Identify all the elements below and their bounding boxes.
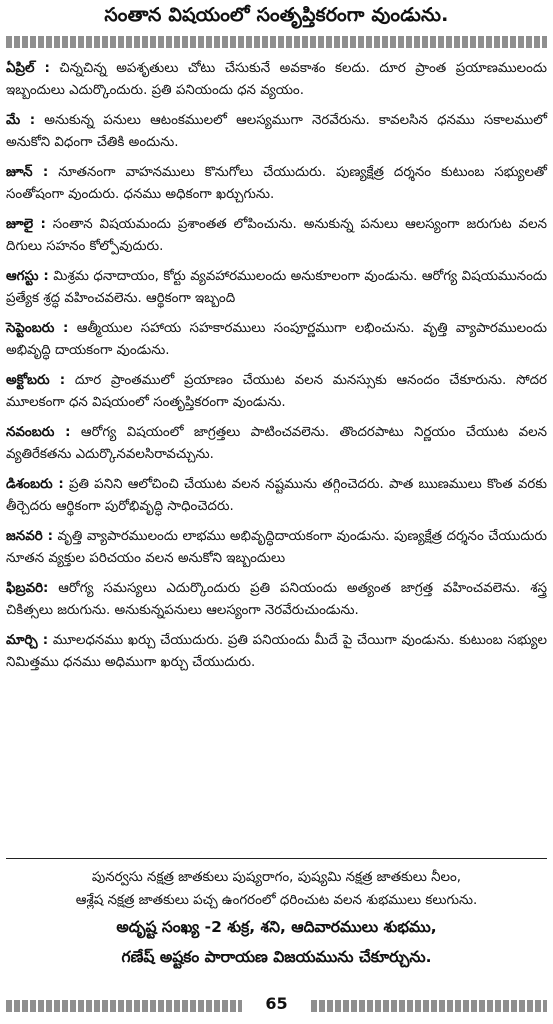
month-prediction-text: వృత్తి వ్యాపారములందు లాభము అభివృద్ధిదాయకంగా వుండును. పుణ్యక్షేత్ర దర్శనం చేయుదురు నూతన వ్యక్తుల పరిచయం వలన అనుకోని ఇబ్బందులు [6, 529, 547, 566]
month-prediction-text: ఆత్మీయుల సహాయ సహకారములు సంపూర్ణముగా లభించును. వృత్తి వ్యాపారములందు అభివృద్ధి దాయకంగా వుండును. [6, 321, 547, 358]
footer-ganesh-ashtakam: గణేష్ అష్టకం పారాయణ విజయమును చేకూర్చును. [121, 948, 432, 966]
monthly-predictions [6, 58, 547, 682]
month-label: జూన్ : [6, 165, 49, 180]
page-number: 65 [265, 994, 288, 1013]
page-title: సంతాన విషయంలో సంతృప్తికరంగా వుండును. [104, 4, 449, 26]
footer-line-2: ఆశ్లేష నక్షత్ర జాతకులు పచ్చ ఉంగరంలో ధరించుట వలన శుభములు కలుగును. [75, 893, 478, 908]
footer-line-1: పునర్వసు నక్షత్ర జాతకులు పుష్యరాగం, పుష్యమి నక్షత్ర జాతకులు నీలం, [91, 870, 462, 885]
month-label: డిశంబరు : [6, 477, 64, 492]
month-entry [6, 578, 547, 622]
month-prediction-text: ఆరోగ్య విషయంలో జాగ్రత్తలు పాటించవలెను. తొందరపాటు నిర్ణయం చేయుట వలన వ్యతిరేకతను ఎదుర్కొనవలసిరావచ్చును. [6, 425, 547, 462]
month-entry [6, 318, 547, 362]
month-label: ఆగస్టు : [6, 269, 49, 284]
month-prediction-text: దూర ప్రాంతములో ప్రయాణం చేయుట వలన మనస్సుకు ఆనందం చేకూరును. సోదర మూలకంగా ధన విషయంలో సంతృప్తికరంగా వుండును. [6, 373, 547, 410]
month-entry [6, 474, 547, 518]
footer-notes [6, 866, 547, 972]
month-prediction-text: సంతాన విషయమందు ప్రశాంతత లోపించును. అనుకున్న పనులు ఆలస్యంగా జరుగుట వలన దిగులు సహనం కోల్పోవుదురు. [6, 217, 547, 254]
month-entry [6, 630, 547, 674]
month-label: ఏప్రిల్ : [6, 61, 50, 76]
month-label: జనవరి : [6, 529, 53, 544]
section-divider [6, 858, 547, 859]
month-prediction-text: మూలధనము ఖర్చు చేయుదురు. ప్రతి పనియందు మీదే పై చేయిగా వుండును. కుటుంబ సభ్యుల నిమిత్తము ధనము అధిముగా ఖర్చు చేయుదురు. [6, 633, 547, 670]
month-prediction-text: ప్రతి పనిని ఆలోచించి చేయుట వలన నష్టమును తగ్గించెదరు. పాత ఋణములు కొంత వరకు తీర్చెదరు ఆర్థికంగా పురోభివృద్ధి సాధించెదరు. [6, 477, 547, 514]
month-prediction-text: అనుకున్న పనులు ఆటంకములలో ఆలస్యముగా నెరవేరును. కావలసిన ధనము సకాలములో అనుకోని విధంగా చేతికి అందును. [6, 113, 547, 150]
month-label: మే : [6, 113, 36, 128]
month-prediction-text: చిన్నచిన్న అపశృతులు చోటు చేసుకునే అవకాశం కలదు. దూర ప్రాంత ప్రయాణములందు ఇబ్బందులు ఎదుర్కొందురు. ప్రతి పనియందు ధన వ్యయం. [6, 61, 547, 98]
month-entry [6, 526, 547, 570]
month-label: నవంబరు : [6, 425, 71, 440]
footer-lucky-number: అదృష్ట సంఖ్య -2 శుక్ర, శని, ఆదివారములు శుభము, [116, 918, 437, 936]
month-entry [6, 214, 547, 258]
month-entry [6, 266, 547, 310]
month-entry [6, 370, 547, 414]
month-prediction-text: మిశ్రమ ధనాదాయం, కోర్టు వ్యవహారములందు అనుకూలంగా వుండును. ఆరోగ్య విషయమునందు ప్రత్యేక శ్రద్ధ వహించవలెను. ఆర్థికంగా ఇబ్బంది [6, 269, 547, 306]
month-entry [6, 422, 547, 466]
month-entry [6, 58, 547, 102]
month-label: జూలై : [6, 217, 46, 232]
decorative-border-top [6, 36, 547, 48]
month-entry [6, 110, 547, 154]
month-prediction-text: ఆరోగ్య సమస్యలు ఎదుర్కొందురు ప్రతి పనియందు అత్యంత జాగ్రత్త వహించవలెను. శస్త్ర చికిత్సలు జరుగును. అనుకున్నపనులు ఆలస్యంగా నెరవేరుచుండును. [6, 581, 547, 618]
month-label: మార్చి : [6, 633, 49, 648]
month-label: సెప్టెంబరు : [6, 321, 69, 336]
month-prediction-text: నూతనంగా వాహనములు కొనుగోలు చేయుదురు. పుణ్యక్షేత్ర దర్శనం కుటుంబ సభ్యులతో సంతోషంగా వుందురు. ధనము అధికంగా ఖర్చుగును. [6, 165, 548, 202]
month-label: అక్టోబరు : [6, 373, 66, 388]
month-entry [6, 162, 547, 206]
page-footer-bar [0, 994, 553, 1018]
month-label: ఫిబ్రవరి: [6, 581, 49, 596]
